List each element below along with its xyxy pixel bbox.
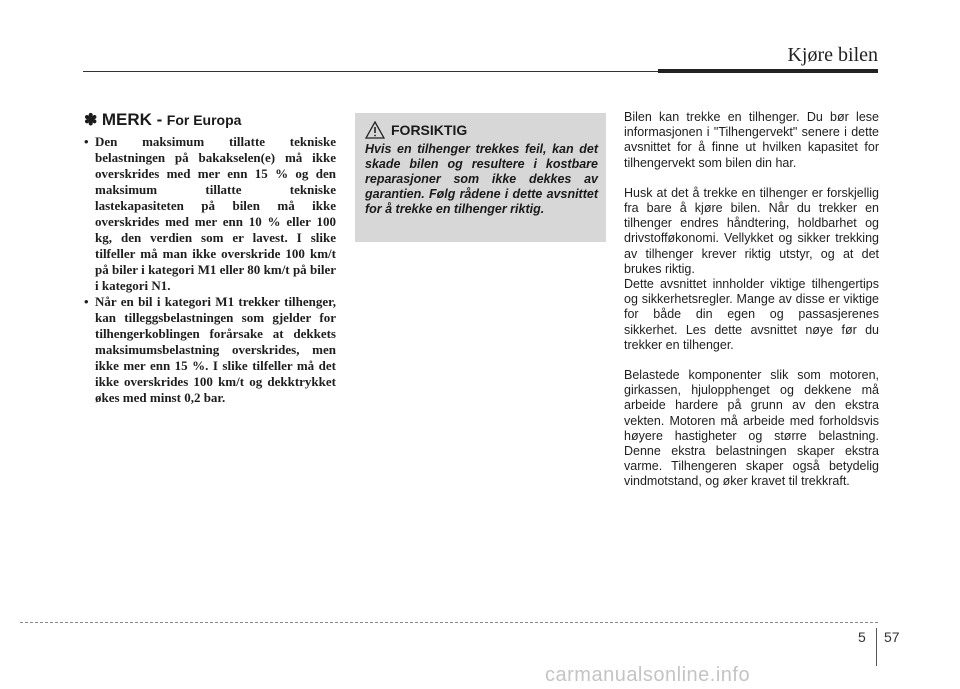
body-paragraph: Husk at det å trekke en tilhenger er forskjellig fra bare å kjøre bilen. Når du trekker en tilhenger endres håndtering, holdbarhet og drivstofføkonomi. Vellykket og sikker trekking av tilhenger krever riktig utstyr, og at det brukes riktig. (624, 185, 879, 276)
caution-header (365, 121, 598, 139)
footer-rule (20, 622, 878, 623)
note-star-icon: ✽ (84, 112, 98, 129)
body-text (624, 110, 879, 505)
body-paragraph: Dette avsnittet innholder viktige tilhengertips og sikkerhetsregler. Mange av disse er viktige for både din egen og passasjerenes sikkerhet. Les dette avsnittet nøye før du trekker en tilhenger. (624, 277, 879, 352)
note-item: • Den maksimum tillatte tekniske belastningen på bakakselen(e) må ikke overskrides med mer enn 15 % og den maksimum tillatte tekniske lastekapasiteten på bilen må ikke overskrides med mer enn 10 % eller 100 kg, den verdien som er lavest. I slike tilfeller må man ikke overskride 100 km/t på biler i kategori M1 eller 80 km/t på biler i kategori N1. (84, 134, 336, 294)
note-section (84, 110, 336, 406)
note-label: MERK - (101, 110, 163, 129)
note-title (84, 110, 336, 130)
caution-box (355, 113, 606, 242)
caution-text: Hvis en tilhenger trekkes feil, kan det skade bilen og resultere i kostbare reparasjoner som ikke dekkes av garantien. Følg rådene i dette avsnittet for å trekke en tilhenger riktig. (365, 142, 598, 216)
page-number: 57 (884, 629, 900, 645)
warning-triangle-icon (365, 121, 385, 139)
body-paragraph: Bilen kan trekke en tilhenger. Du bør lese informasjonen i "Tilhengervekt" senere i dette avsnittet for å finne ut hvilken kapasitet for tilhengervekt som bilen din har. (624, 110, 879, 170)
page-header-title: Kjøre bilen (787, 44, 878, 66)
header-rule (83, 71, 658, 72)
note-item: • Når en bil i kategori M1 trekker tilhenger, kan tilleggsbelastningen som gjelder for tilhengerkoblingen forårsake at dekkets maksimumsbelastning overskrides, men ikke mer enn 15 %. I slike tilfeller må det ikke overskrides 100 km/t og dekktrykket økes med minst 0,2 bar. (84, 294, 336, 406)
chapter-number: 5 (858, 629, 866, 645)
watermark: carmanualsonline.info (545, 664, 751, 686)
note-list (84, 134, 336, 406)
note-region: For Europa (166, 112, 242, 128)
caution-title: FORSIKTIG (391, 122, 468, 138)
page-number-separator (876, 628, 877, 666)
body-paragraph: Belastede komponenter slik som motoren, girkassen, hjulopphenget og dekkene må arbeide hardere på grunn av den ekstra vekten. Motoren må arbeide med forholdsvis høyere hastigheter og større belastning. Denne ekstra belastningen skaper ekstra varme. Tilhengeren skaper også betydelig vindmotstand, og øker kravet til trekkraft. (624, 368, 879, 489)
header-rule-accent (658, 69, 878, 73)
